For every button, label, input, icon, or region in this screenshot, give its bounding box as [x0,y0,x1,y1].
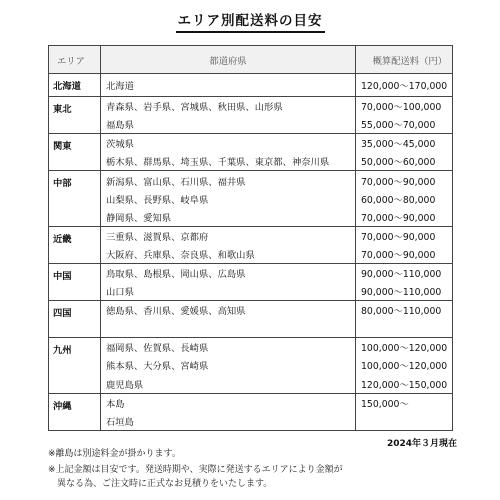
date-note: 2024年３月現在 [386,439,457,449]
prefecture-cell: 三重県、滋賀県、京都府 [101,226,356,245]
region-name: 中部 [49,171,101,226]
table-row [49,319,453,338]
prefecture-cell: 北海道 [101,74,356,97]
fee-cell: 70,000〜90,000 [356,245,453,264]
fee-cell: 100,000〜120,000 [356,356,453,374]
table-row [49,115,453,134]
prefecture-cell: 静岡県、愛知県 [101,208,356,227]
region-name: 九州 [49,338,101,393]
fee-cell: 100,000〜120,000 [356,338,453,357]
table-header-row [49,46,453,74]
prefecture-cell: 鹿児島県 [101,375,356,394]
fee-cell: 80,000〜110,000 [356,301,453,320]
prefecture-cell: 鳥取県、島根県、岡山県、広島県 [101,263,356,282]
table-row [49,226,453,245]
prefecture-cell: 山口県 [101,282,356,301]
table-body [49,74,453,431]
prefecture-cell: 新潟県、富山県、石川県、福井県 [101,171,356,190]
table-row [49,263,453,282]
fee-cell: 55,000〜70,000 [356,115,453,134]
fee-cell: 150,000〜 [356,393,453,412]
table-row [49,152,453,171]
prefecture-cell: 福島県 [101,115,356,134]
page-title: エリア別配送料の目安 [0,9,500,33]
prefecture-cell: 青森県、岩手県、宮城県、秋田県、山形県 [101,97,356,116]
region-name: 北海道 [49,74,101,97]
prefecture-cell: 本島 [101,393,356,412]
fee-cell: 120,000〜170,000 [356,74,453,97]
fee-cell: 90,000〜110,000 [356,282,453,301]
region-name: 近畿 [49,226,101,263]
note-line-2: ※上記金額は目安です。発送時期や、実際に発送するエリアにより金額が [48,465,343,475]
table-row [49,282,453,301]
prefecture-cell: 福岡県、佐賀県、長崎県 [101,338,356,357]
table-row [49,301,453,320]
region-name: 四国 [49,301,101,338]
fee-cell: 90,000〜110,000 [356,263,453,282]
fee-cell [356,319,453,338]
fee-cell: 35,000〜45,000 [356,134,453,153]
fee-cell: 120,000〜150,000 [356,375,453,394]
prefecture-cell: 茨城県 [101,134,356,153]
prefecture-cell: 栃木県、群馬県、埼玉県、千葉県、東京都、神奈川県 [101,152,356,171]
table-row [49,97,453,116]
fee-cell: 70,000〜100,000 [356,97,453,116]
table-row [49,74,453,97]
fee-cell: 60,000〜80,000 [356,190,453,208]
region-name: 中国 [49,263,101,300]
note-line-1: ※離島は別途料金が掛かります。 [48,449,181,459]
table-row [49,171,453,190]
fee-cell [356,412,453,431]
fee-cell: 70,000〜90,000 [356,226,453,245]
prefecture-cell: 徳島県、香川県、愛媛県、高知県 [101,301,356,320]
table-row [49,338,453,357]
note-line-3: 異なる為、ご注文時に正式なお見積りをいたします。 [48,479,273,489]
header-fee: 概算配送料（円） [356,46,453,74]
header-prefecture: 都道府県 [101,46,356,74]
header-area: エリア [49,46,101,74]
table-row [49,356,453,374]
table-row [49,412,453,431]
region-name: 東北 [49,97,101,134]
table-row [49,134,453,153]
prefecture-cell: 山梨県、長野県、岐阜県 [101,190,356,208]
prefecture-cell: 熊本県、大分県、宮崎県 [101,356,356,374]
prefecture-cell: 大阪府、兵庫県、奈良県、和歌山県 [101,245,356,264]
table-row [49,190,453,208]
table-row [49,375,453,394]
fee-cell: 50,000〜60,000 [356,152,453,171]
prefecture-cell [101,319,356,338]
fee-cell: 70,000〜90,000 [356,171,453,190]
shipping-fee-table [48,45,453,431]
fee-cell: 70,000〜90,000 [356,208,453,227]
table-row [49,208,453,227]
table-row [49,245,453,264]
table-row [49,393,453,412]
prefecture-cell: 石垣島 [101,412,356,431]
region-name: 関東 [49,134,101,171]
region-name: 沖縄 [49,393,101,430]
